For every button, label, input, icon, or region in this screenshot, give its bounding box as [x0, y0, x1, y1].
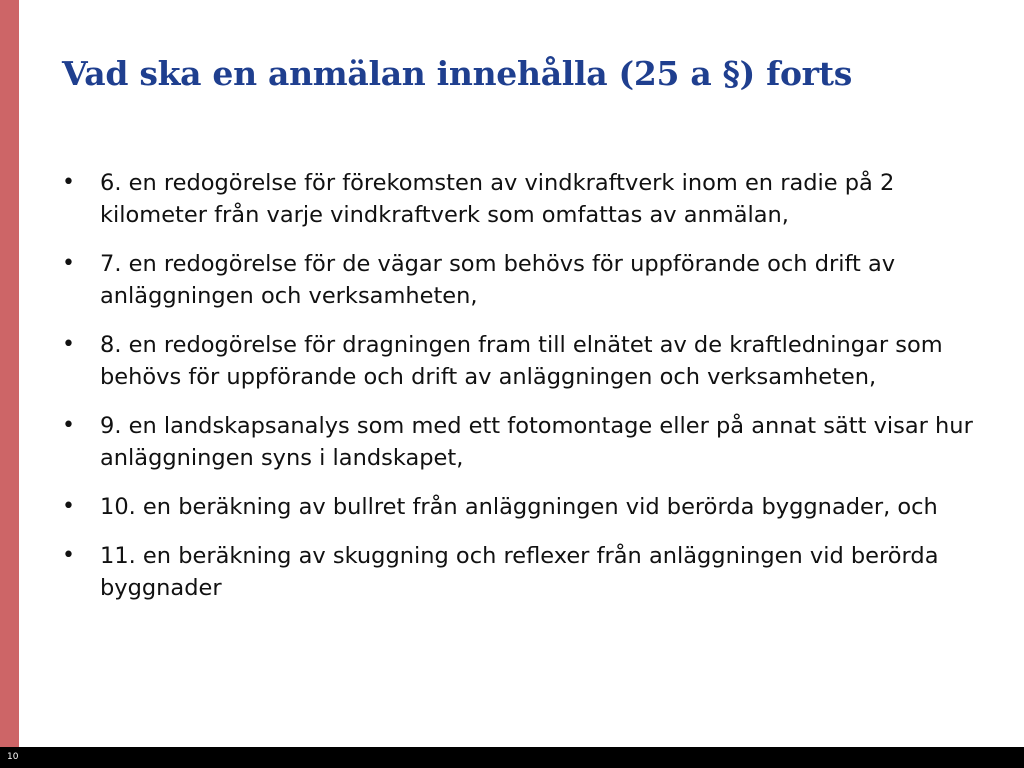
list-item — [62, 491, 982, 523]
bullet-list — [62, 167, 982, 621]
list-item — [62, 248, 982, 312]
bullet-icon: • — [62, 170, 75, 195]
list-item — [62, 410, 982, 474]
page-number: 10 — [7, 752, 19, 762]
bullet-icon: • — [62, 413, 75, 438]
bullet-icon: • — [62, 332, 75, 357]
bullet-icon: • — [62, 543, 75, 568]
bullet-text: 9. en landskapsanalys som med ett fotomontage eller på annat sätt visar hur anläggningen syns i landskapet, — [100, 413, 973, 471]
bullet-text: 10. en beräkning av bullret från anläggningen vid berörda byggnader, och — [100, 494, 938, 520]
slide-title: Vad ska en anmälan innehålla (25 a §) forts — [62, 54, 852, 93]
list-item — [62, 329, 982, 393]
bullet-text: 11. en beräkning av skuggning och reflexer från anläggningen vid berörda byggnader — [100, 543, 939, 601]
bullet-icon: • — [62, 494, 75, 519]
list-item — [62, 540, 982, 604]
list-item — [62, 167, 982, 231]
left-accent-bar — [0, 0, 19, 747]
bullet-icon: • — [62, 251, 75, 276]
footer-bar — [0, 747, 1024, 768]
bullet-text: 7. en redogörelse för de vägar som behövs för uppförande och drift av anläggningen och verksamheten, — [100, 251, 896, 309]
bullet-text: 8. en redogörelse för dragningen fram till elnätet av de kraftledningar som behövs för uppförande och drift av anläggningen och verksamheten, — [100, 332, 943, 390]
bullet-text: 6. en redogörelse för förekomsten av vindkraftverk inom en radie på 2 kilometer från varje vindkraftverk som omfattas av anmälan, — [100, 170, 895, 228]
